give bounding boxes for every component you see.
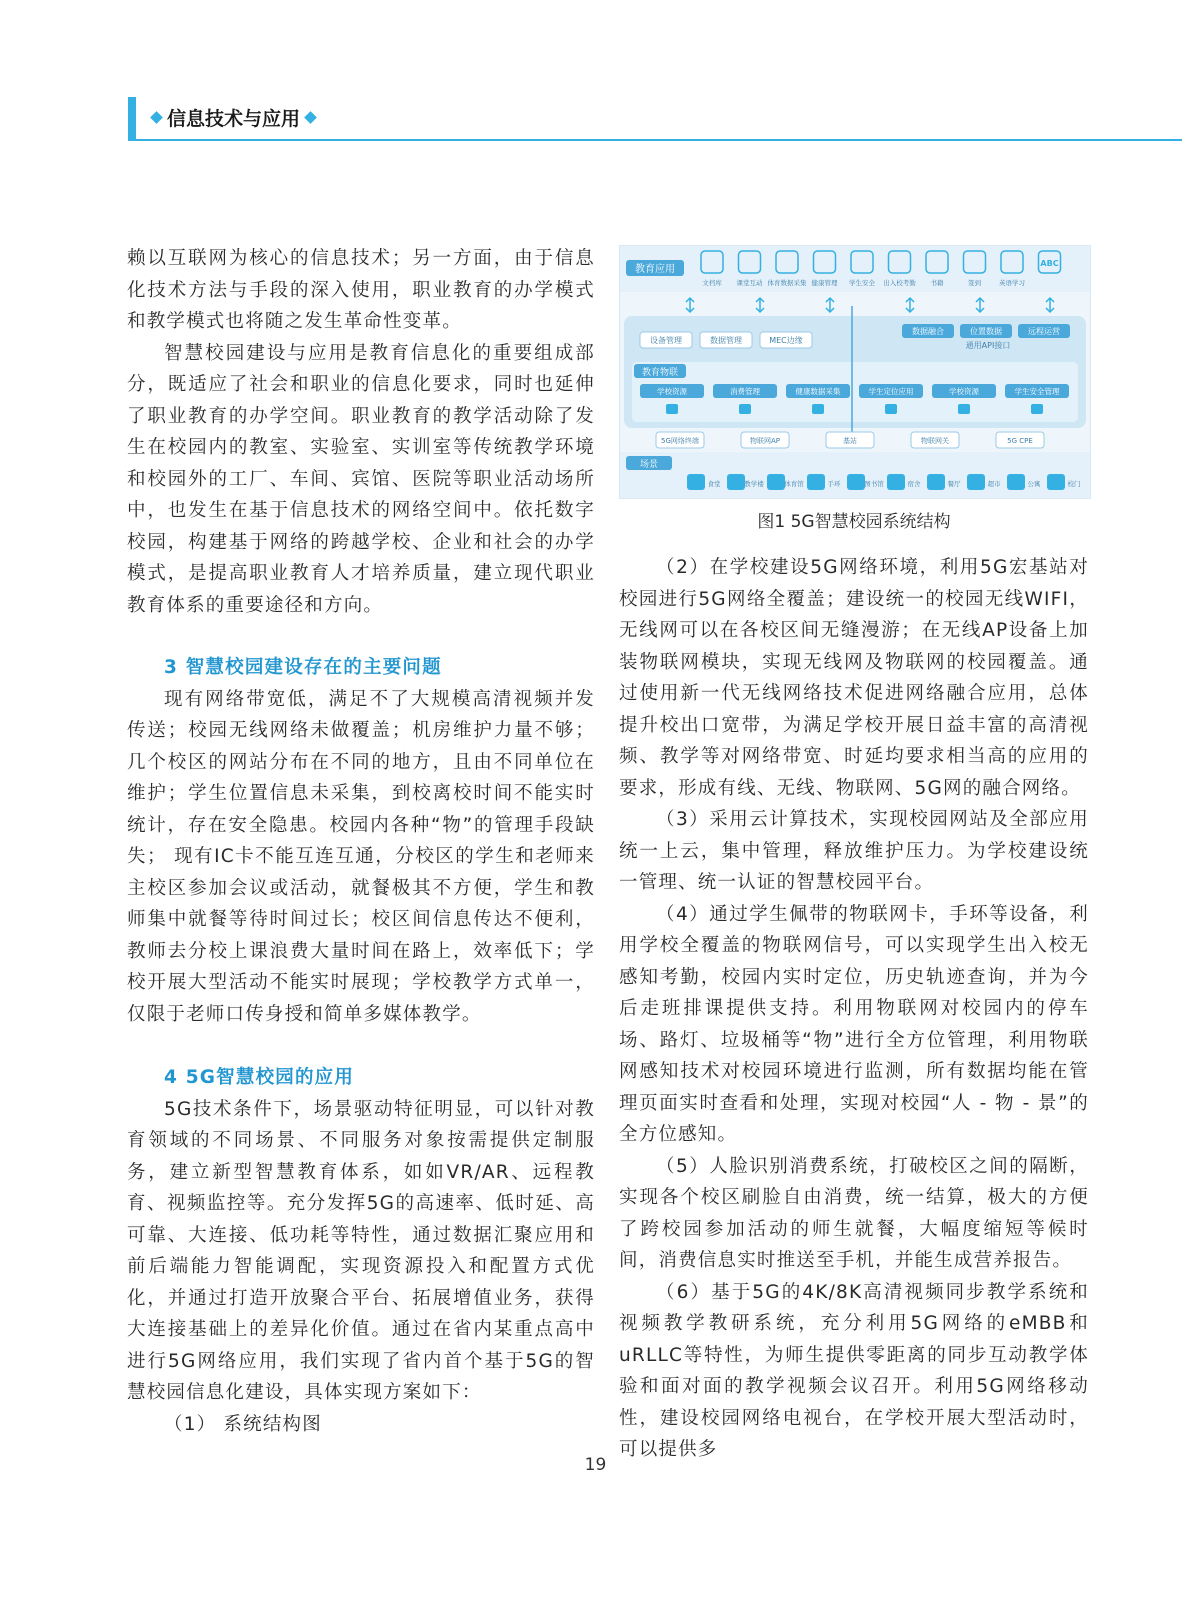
running-header-title: 信息技术与应用 — [167, 108, 301, 130]
scene-icon-label: 校门 — [1067, 480, 1081, 488]
app-icon-label: 健康管理 — [811, 279, 838, 287]
scene-icon — [887, 474, 905, 490]
sub-box-label: 学校资源 — [657, 387, 687, 396]
paragraph: 智慧校园建设与应用是教育信息化的重要组成部分，既适应了社会和职业的信息化要求，同时也延伸了职业教育的办学空间。职业教育的教学活动除了发生在校园内的教室、实验室、实训室等传统教学环境和校园外的工厂、车间、宾馆、医院等职业活动场所中，也发生在基于信息技术的网络空间中。依托数字校园，构建基于网络的跨越学校、企业和社会的办学模式，是提高职业教育人才培养质量，建立现代职业教育体系的重要途径和方向。 — [127, 342, 595, 616]
paragraph: 5G技术条件下，场景驱动特征明显，可以针对教育领域的不同场景、不同服务对象按需提供定制服务，建立新型智慧教育体系，如如VR/AR、远程教育、视频监控等。充分发挥5G的高速率、低时延、高可靠、大连接、低功耗等特性，通过数据汇聚应用和前后端能力智能调配，实现资源投入和配置方式优化，并通过打造开放聚合平台、拓展增值业务，获得大连接基础上的差异化价值。通过在省内某重点高中进行5G网络应用，我们实现了省内首个基于5G的智慧校园信息化建设，具体实现方案如下： — [127, 1098, 595, 1403]
scene-icon-label: 宿舍 — [907, 480, 921, 488]
platform-box-label: 数据管理 — [710, 336, 742, 345]
device-icon — [885, 404, 897, 414]
service-box-label: 位置数据 — [970, 327, 1002, 336]
device-icon — [958, 404, 970, 414]
service-box-label: 数据融合 — [912, 327, 944, 336]
sub-box-label: 学校资源 — [949, 387, 979, 396]
sub-box-label: 学生定位应用 — [868, 387, 914, 396]
app-icon-label: 体育数据采集 — [767, 279, 807, 287]
scene-icon — [1047, 474, 1065, 490]
paragraph: （6）基于5G的4K/8K高清视频同步教学系统和视频教学教研系统，充分利用5G网络的eMBB和uRLLC等特性，为师生提供零距离的同步互动教学体验和面对面的教学视频会议召开。利用5G网络移动性，建设校园网络电视台，在学校开展大型活动时，可以提供多 — [619, 1281, 1089, 1460]
bidirectional-arrow-icon — [976, 298, 984, 312]
scene-icon-label: 餐厅 — [947, 480, 961, 488]
paragraph: 赖以互联网为核心的信息技术；另一方面，由于信息化技术方法与手段的深入使用，职业教育的办学模式和教学模式也将随之发生革命性变革。 — [127, 248, 595, 332]
abc-icon-label: ABC — [1040, 259, 1059, 268]
app-icon-label: 文档库 — [702, 279, 722, 287]
page-number: 19 — [584, 1455, 607, 1475]
scene-icon — [767, 474, 785, 490]
paragraph: （4）通过学生佩带的物联网卡，手环等设备，利用学校全覆盖的物联网信号，可以实现学生出入校无感知考勤，校园内实时定位，历史轨迹查询，并为今后走班排课提供支持。利用物联网对校园内的停车场、路灯、垃圾桶等“物”进行全方位管理，利用物联网感知技术对校园环境进行监测，所有数据均能在管理页面实时查看和处理，实现对校园“人 - 物 - 景”的全方位感知。 — [619, 903, 1089, 1145]
scene-icon — [847, 474, 865, 490]
top-label: 教育应用 — [635, 264, 675, 275]
device-icon — [739, 404, 751, 414]
sub-box-label: 健康数据采集 — [795, 387, 841, 396]
app-icon-label: 学生安全 — [849, 279, 875, 287]
running-header — [152, 104, 315, 131]
scene-icon-label: 食堂 — [707, 480, 721, 488]
paragraph: （1） 系统结构图 — [164, 1413, 322, 1435]
app-icon-label: 签到 — [968, 279, 981, 287]
scene-icon — [727, 474, 745, 490]
section-heading: 4 5G智慧校园的应用 — [164, 1067, 355, 1088]
arrows-row — [686, 298, 1054, 312]
paragraph: 现有网络带宽低，满足不了大规模高清视频并发传送；校园无线网络未做覆盖；机房维护力量不够；几个校区的网站分布在不同的地方，且由不同单位在维护；学生位置信息未采集，到校离校时间不能实时统计，存在安全隐患。校园内各种“物”的管理手段缺失； 现有IC卡不能互连互通，分校区的学生和老师来主校区参加会议或活动，就餐极其不方便，学生和教师集中就餐等待时间过长；校区间信息传达不便利，教师去分校上课浪费大量时间在路上，效率低下；学校开展大型活动不能实时展现；学校教学方式单一，仅限于老师口传身授和简单多媒体教学。 — [127, 688, 595, 1025]
sub-box-label: 学生安全管理 — [1014, 387, 1060, 396]
paragraph: （5）人脸识别消费系统，打破校区之间的隔断，实现各个校区刷脸自由消费，统一结算，极大的方便了跨校园参加活动的师生就餐，大幅度缩短等候时间，消费信息实时推送至手机，并能生成营养报告。 — [619, 1155, 1089, 1271]
scene-icon — [687, 474, 705, 490]
scene-icon — [1007, 474, 1025, 490]
diamond-icon — [150, 111, 163, 124]
spacer — [127, 1030, 595, 1062]
scene-icon-label: 公寓 — [1027, 480, 1041, 488]
sub-label: 教育物联 — [641, 368, 679, 378]
header-rule — [136, 139, 1182, 141]
service-box-label: 远程运营 — [1028, 327, 1060, 336]
mid-boxes — [640, 332, 812, 348]
left-column — [127, 243, 595, 1440]
api-label: 通用API接口 — [965, 341, 1011, 350]
app-icon-label: 课堂互动 — [736, 279, 763, 287]
paragraph: （3）采用云计算技术，实现校园网站及全部应用统一上云，集中管理，释放维护压力。为学校建设统一管理、统一认证的智慧校园平台。 — [619, 809, 1089, 893]
app-icon-label: 书籍 — [930, 279, 944, 287]
header-accent-bar — [128, 97, 136, 141]
scene-icon-label: 手环 — [827, 480, 841, 488]
architecture-diagram — [620, 246, 1090, 498]
network-items — [656, 432, 1044, 448]
scene-icon-label: 教学楼 — [744, 480, 764, 488]
scene-icon-label: 超市 — [987, 480, 1001, 488]
system-architecture-figure — [619, 245, 1091, 499]
sub-box-label: 消费管理 — [730, 387, 760, 396]
bidirectional-arrow-icon — [686, 298, 694, 312]
bidirectional-arrow-icon — [826, 298, 834, 312]
network-device-label: 5G CPE — [1007, 437, 1033, 445]
device-icon — [812, 404, 824, 414]
network-device-label: 基站 — [843, 437, 857, 445]
bottom-label: 场景 — [639, 460, 659, 470]
platform-box-label: 设备管理 — [650, 336, 682, 345]
app-icon-label: 英语学习 — [999, 279, 1025, 287]
scene-icon — [967, 474, 985, 490]
paragraph: （2）在学校建设5G网络环境，利用5G宏基站对校园进行5G网络全覆盖；建设统一的校园无线WIFI，无线网可以在各校区间无缝漫游；在无线AP设备上加装物联网模块，实现无线网及物联网的校园覆盖。通过使用新一代无线网络技术促进网络融合应用，总体提升校出口宽带，为满足学校开展日益丰富的高清视频、教学等对网络带宽、时延均要求相当高的应用的要求，形成有线、无线、物联网、5G网的融合网络。 — [619, 557, 1089, 799]
section-heading: 3 智慧校园建设存在的主要问题 — [164, 657, 442, 678]
network-device-label: 物联网AP — [749, 437, 781, 445]
scene-icon-label: 体育馆 — [784, 480, 804, 488]
scene-icon — [927, 474, 945, 490]
right-boxes — [902, 324, 1070, 338]
app-icon-label: 出入校考勤 — [883, 279, 916, 287]
device-icon — [666, 404, 678, 414]
network-device-label: 物联网关 — [921, 437, 949, 445]
right-column — [619, 552, 1089, 1466]
network-device-label: 5G网络终端 — [661, 437, 699, 445]
platform-box-label: MEC边缘 — [769, 336, 803, 345]
bidirectional-arrow-icon — [756, 298, 764, 312]
device-icon — [1031, 404, 1043, 414]
bidirectional-arrow-icon — [1046, 298, 1054, 312]
scene-icon-label: 图书馆 — [864, 480, 884, 488]
bidirectional-arrow-icon — [906, 298, 914, 312]
spacer — [127, 621, 595, 652]
figure-caption: 图1 5G智慧校园系统结构 — [757, 512, 951, 532]
diamond-icon — [304, 111, 317, 124]
scene-icon — [807, 474, 825, 490]
